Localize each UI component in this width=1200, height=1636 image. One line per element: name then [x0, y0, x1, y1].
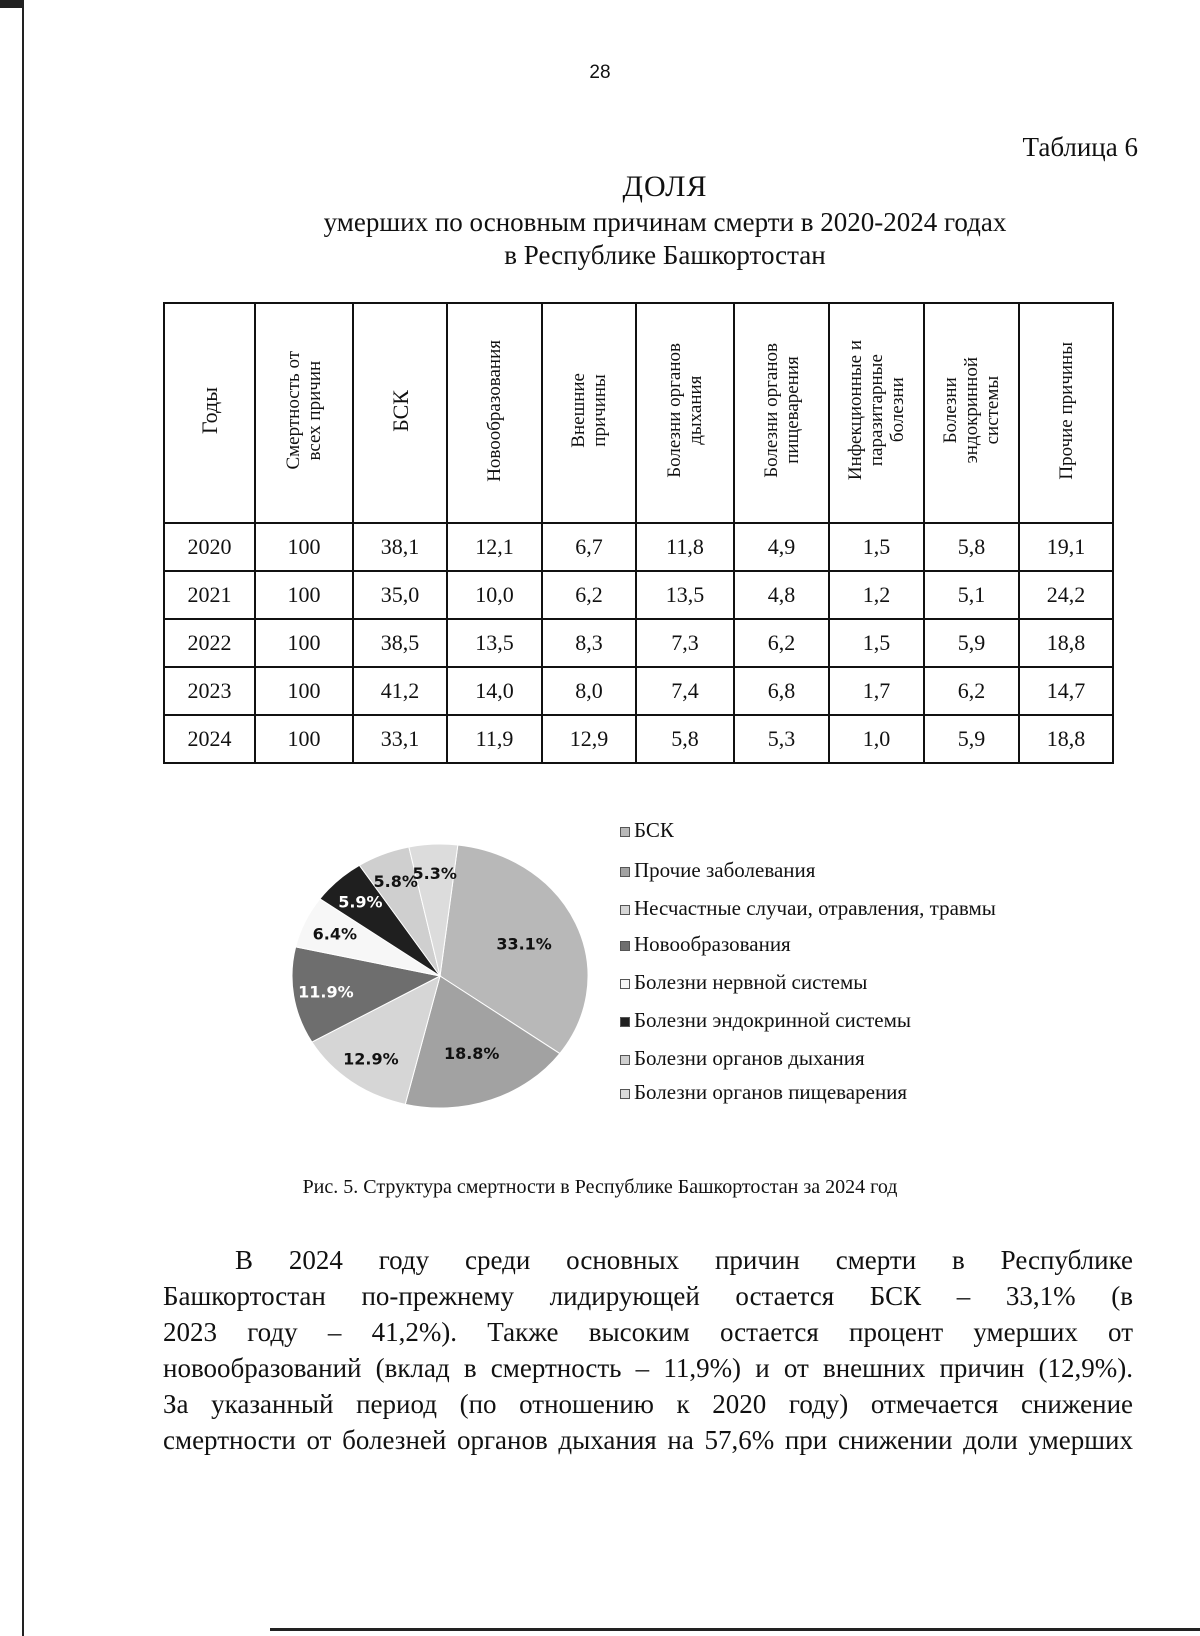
table-cell: 14,0: [447, 667, 542, 715]
legend-label: Болезни органов дыхания: [634, 1046, 865, 1070]
table-cell: 5,9: [924, 715, 1019, 763]
table-cell: 6,2: [924, 667, 1019, 715]
table-cell: 6,2: [542, 571, 636, 619]
table-cell: 38,1: [353, 523, 447, 571]
pie-data-label: 18.8%: [443, 1043, 500, 1063]
page-number: 28: [589, 62, 611, 83]
body-paragraph: [163, 1242, 1133, 1458]
table-row: [164, 523, 1113, 571]
legend-swatch: [620, 941, 630, 951]
table-cell: 6,8: [734, 667, 829, 715]
column-header: Новообразования: [447, 303, 542, 523]
table-cell: 100: [255, 667, 353, 715]
table-cell: 24,2: [1019, 571, 1113, 619]
legend-swatch: [620, 1055, 630, 1065]
table-cell: 100: [255, 619, 353, 667]
table-header-row: [164, 303, 1113, 523]
table-cell: 5,9: [924, 619, 1019, 667]
table-cell: 100: [255, 715, 353, 763]
mortality-share-table: [163, 302, 1114, 764]
table-cell: 35,0: [353, 571, 447, 619]
table-cell: 100: [255, 523, 353, 571]
pie-data-label: 6.4%: [312, 924, 357, 944]
table-cell: 1,0: [829, 715, 924, 763]
table-row: [164, 667, 1113, 715]
table-cell: 11,8: [636, 523, 734, 571]
mortality-pie-chart: [290, 830, 620, 1120]
paragraph-line: 2023 году – 41,2%). Также высоким остается процент умерших от: [163, 1317, 1133, 1347]
table-cell: 14,7: [1019, 667, 1113, 715]
table-cell: 6,7: [542, 523, 636, 571]
column-header: Прочие причины: [1019, 303, 1113, 523]
legend-swatch: [620, 1089, 630, 1099]
paragraph-line: смертности от болезней органов дыхания на 57,6% при снижении доли умерших: [163, 1425, 1133, 1455]
legend-item: [620, 1008, 911, 1033]
legend-label: Прочие заболевания: [634, 858, 816, 882]
column-header: Болезни эндокринной системы: [924, 303, 1019, 523]
table-cell: 18,8: [1019, 715, 1113, 763]
legend-item: [620, 932, 791, 957]
table-cell: 7,4: [636, 667, 734, 715]
column-header: Болезни органов пищеварения: [734, 303, 829, 523]
column-header: БСК: [353, 303, 447, 523]
table-cell: 8,3: [542, 619, 636, 667]
table-cell: 5,8: [636, 715, 734, 763]
legend-swatch: [620, 905, 630, 915]
table-cell: 2021: [164, 571, 255, 619]
page-bottom-line: [270, 1628, 1200, 1631]
legend-item: [620, 1046, 865, 1071]
pie-chart-svg: [290, 830, 620, 1120]
table-subtitle-line-2: в Республике Башкортостан: [504, 240, 826, 270]
table-cell: 2024: [164, 715, 255, 763]
legend-item: [620, 1080, 907, 1105]
legend-item: [620, 970, 867, 995]
legend-item: [620, 896, 996, 921]
pie-data-label: 5.9%: [338, 892, 383, 912]
legend-label: Болезни нервной системы: [634, 970, 868, 994]
table-cell: 4,9: [734, 523, 829, 571]
table-cell: 100: [255, 571, 353, 619]
table-cell: 12,9: [542, 715, 636, 763]
table-row: [164, 619, 1113, 667]
table-cell: 4,8: [734, 571, 829, 619]
table-cell: 38,5: [353, 619, 447, 667]
table-subtitle-line-1: умерших по основным причинам смерти в 2020-2024 годах: [323, 207, 1007, 237]
legend-label: БСК: [634, 818, 674, 842]
legend-label: Болезни эндокринной системы: [634, 1008, 911, 1032]
pie-data-label: 11.9%: [298, 982, 354, 1002]
table-cell: 7,3: [636, 619, 734, 667]
table-cell: 6,2: [734, 619, 829, 667]
table-cell: 11,9: [447, 715, 542, 763]
column-header: Годы: [164, 303, 255, 523]
table-title: ДОЛЯ: [622, 170, 708, 203]
paragraph-line: новообразований (вклад в смертность – 11,9%) и от внешних причин (12,9%).: [163, 1353, 1133, 1383]
column-header: Внешние причины: [542, 303, 636, 523]
table-cell: 8,0: [542, 667, 636, 715]
table-cell: 13,5: [636, 571, 734, 619]
page-border-corner: [0, 0, 24, 8]
legend-label: Несчастные случаи, отравления, травмы: [634, 896, 996, 920]
table-cell: 19,1: [1019, 523, 1113, 571]
table-cell: 2020: [164, 523, 255, 571]
table-row: [164, 571, 1113, 619]
table-cell: 1,7: [829, 667, 924, 715]
table-cell: 33,1: [353, 715, 447, 763]
table-cell: 13,5: [447, 619, 542, 667]
table-cell: 10,0: [447, 571, 542, 619]
table-label: Таблица 6: [1022, 132, 1138, 162]
table-cell: 18,8: [1019, 619, 1113, 667]
legend-swatch: [620, 1017, 630, 1027]
legend-item: [620, 818, 674, 843]
table-cell: 12,1: [447, 523, 542, 571]
table-cell: 1,2: [829, 571, 924, 619]
table-cell: 1,5: [829, 619, 924, 667]
table-cell: 2023: [164, 667, 255, 715]
legend-swatch: [620, 979, 630, 989]
legend-label: Болезни органов пищеварения: [634, 1080, 908, 1104]
column-header: Инфекционные и паразитарные болезни: [829, 303, 924, 523]
paragraph-line: За указанный период (по отношению к 2020 году) отмечается снижение: [163, 1389, 1133, 1419]
figure-caption: Рис. 5. Структура смертности в Республике Башкортостан за 2024 год: [302, 1176, 898, 1198]
legend-label: Новообразования: [634, 932, 791, 956]
paragraph-line: Башкортостан по-прежнему лидирующей остается БСК – 33,1% (в: [163, 1281, 1133, 1311]
legend-swatch: [620, 827, 630, 837]
pie-data-label: 33.1%: [496, 934, 552, 954]
table-row: [164, 715, 1113, 763]
table-cell: 2022: [164, 619, 255, 667]
pie-data-label: 5.3%: [412, 864, 457, 884]
column-header: Болезни органов дыхания: [636, 303, 734, 523]
pie-data-label: 12.9%: [343, 1049, 399, 1069]
pie-data-label: 5.8%: [373, 871, 418, 891]
table-cell: 5,3: [734, 715, 829, 763]
table-cell: 5,8: [924, 523, 1019, 571]
column-header: Смертность от всех причин: [255, 303, 353, 523]
table-cell: 41,2: [353, 667, 447, 715]
legend-item: [620, 858, 815, 883]
legend-swatch: [620, 867, 630, 877]
table-cell: 1,5: [829, 523, 924, 571]
table-cell: 5,1: [924, 571, 1019, 619]
paragraph-line: В 2024 году среди основных причин смерти в Республике: [235, 1245, 1133, 1275]
